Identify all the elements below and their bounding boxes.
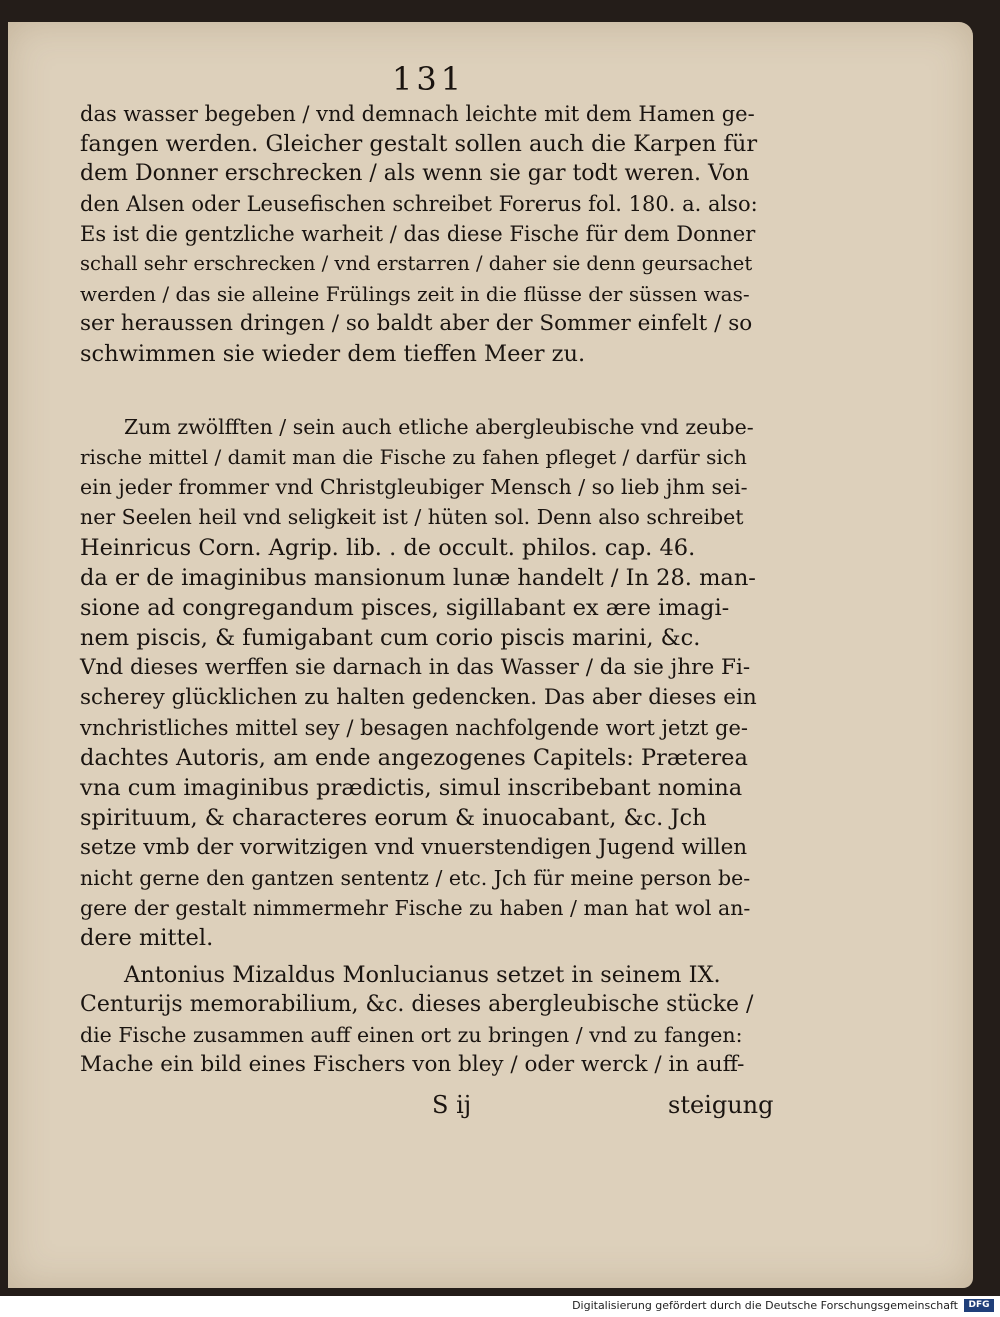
page-number: 131 <box>392 60 466 98</box>
text-line: die Fische zusammen auff einen ort zu bringen / vnd zu fangen: <box>80 1023 743 1047</box>
text-line: Zum zwölfften / sein auch etliche abergleubische vnd zeube- <box>124 415 754 439</box>
text-line: Es ist die gentzliche warheit / das diese Fische für dem Donner <box>80 222 756 246</box>
footer-bar <box>0 1296 1000 1317</box>
text-line: gere der gestalt nimmermehr Fische zu haben / man hat wol an- <box>80 896 751 920</box>
text-line: spirituum, & characteres eorum & inuocabant, &c. Jch <box>80 805 707 831</box>
text-line: dere mittel. <box>80 925 214 951</box>
text-line: ner Seelen heil vnd seligkeit ist / hüten sol. Denn also schreibet <box>80 505 744 529</box>
funding-notice: Digitalisierung gefördert durch die Deutsche Forschungsgemeinschaft <box>572 1299 958 1312</box>
dfg-logo-icon: DFG <box>964 1299 994 1312</box>
text-line: dem Donner erschrecken / als wenn sie gar todt weren. Von <box>80 161 750 186</box>
text-line: nem piscis, & fumigabant cum corio piscis marini, &c. <box>80 625 701 651</box>
text-line: ser heraussen dringen / so baldt aber der Sommer einfelt / so <box>80 311 753 336</box>
text-line: dachtes Autoris, am ende angezogenes Capitels: Præterea <box>80 745 748 771</box>
text-line: ein jeder frommer vnd Christgleubiger Mensch / so lieb jhm sei- <box>80 475 748 499</box>
text-line: Antonius Mizaldus Monlucianus setzet in seinem IX. <box>124 962 721 988</box>
text-line: das wasser begeben / vnd demnach leichte mit dem Hamen ge- <box>80 102 755 126</box>
text-line: schall sehr erschrecken / vnd erstarren / daher sie denn geursachet <box>80 252 753 275</box>
text-line: scherey glücklichen zu halten gedencken. Das aber dieses ein <box>80 685 757 710</box>
text-line: rische mittel / damit man die Fische zu fahen pfleget / darfür sich <box>80 445 747 469</box>
text-line: Heinricus Corn. Agrip. lib. . de occult. philos. cap. 46. <box>80 535 696 561</box>
text-line: schwimmen sie wieder dem tieffen Meer zu. <box>80 341 586 367</box>
text-line: sione ad congregandum pisces, sigillabant ex ære imagi- <box>80 595 730 621</box>
text-line: Vnd dieses werffen sie darnach in das Wasser / da sie jhre Fi- <box>80 655 751 680</box>
text-line: nicht gerne den gantzen sententz / etc. Jch für meine person be- <box>80 866 751 890</box>
text-line: Centurijs memorabilium, &c. dieses abergleubische stücke / <box>80 992 754 1017</box>
text-line: vnchristliches mittel sey / besagen nachfolgende wort jetzt ge- <box>80 716 749 740</box>
text-line: Mache ein bild eines Fischers von bley / oder werck / in auff- <box>80 1052 745 1077</box>
text-line: da er de imaginibus mansionum lunæ handelt / In 28. man- <box>80 565 756 591</box>
text-line: setze vmb der vorwitzigen vnd vnuerstendigen Jugend willen <box>80 835 748 860</box>
text-line: fangen werden. Gleicher gestalt sollen auch die Karpen für <box>80 131 758 157</box>
text-line: vna cum imaginibus prædictis, simul inscribebant nomina <box>80 775 743 801</box>
text-line: den Alsen oder Leusefischen schreibet Forerus fol. 180. a. also: <box>80 192 758 216</box>
catchword: steigung <box>668 1091 774 1119</box>
text-line: werden / das sie alleine Frülings zeit in die flüsse der süssen was- <box>80 282 750 306</box>
signature-mark: S ij <box>432 1091 472 1119</box>
